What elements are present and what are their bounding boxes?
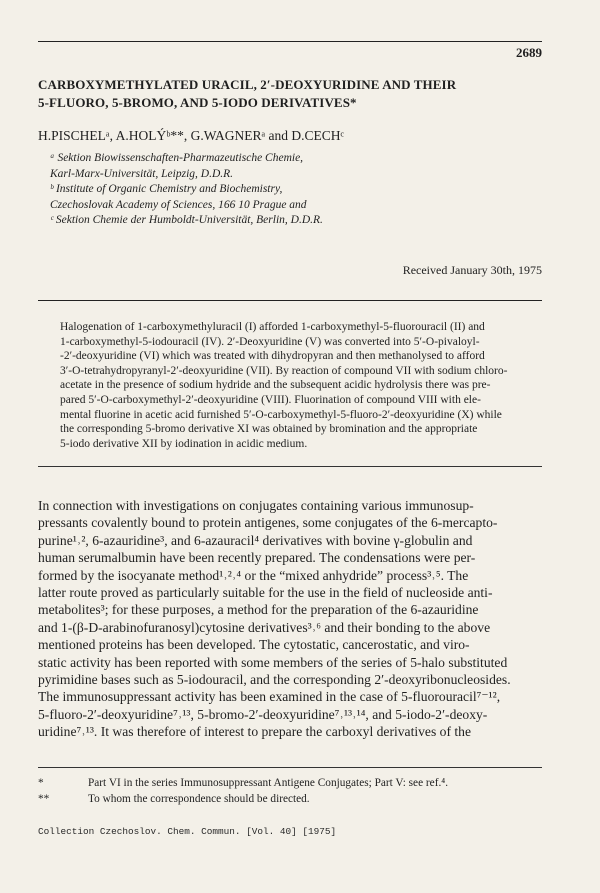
body-line: purine¹˒², 6-azauridine³, and 6-azauracil⁴ derivatives with bovine γ-globulin and: [38, 532, 473, 548]
header-rule: [38, 41, 542, 42]
abstract-line: acetate in the presence of sodium hydride and the subsequent acidic hydrolysis there was pre-: [60, 379, 491, 392]
page-number: 2689: [516, 45, 542, 60]
journal-citation: Collection Czechoslov. Chem. Commun. [Vol. 40] [1975]: [38, 826, 337, 837]
footnote-mark: *: [38, 777, 44, 789]
footnote: [38, 792, 542, 808]
abstract-line: Halogenation of 1-carboxymethyluracil (I) afforded 1-carboxymethyl-5-fluorouracil (II) and: [60, 321, 485, 333]
body-line: 5-fluoro-2′-deoxyuridine⁷˒¹³, 5-bromo-2′-deoxyuridine⁷˒¹³˒¹⁴, and 5-iodo-2′-deoxy-: [38, 706, 488, 722]
affiliation-line: Czechoslovak Academy of Sciences, 166 10 Prague and: [50, 198, 307, 211]
body-line: formed by the isocyanate method¹˒²˒⁴ or the “mixed anhydride” process³˒⁵. The: [38, 567, 469, 583]
abstract-line: 5-iodo derivative XII by iodination in acidic medium.: [60, 437, 308, 450]
affiliation-line: ᶜ Sektion Chemie der Humboldt-Universität, Berlin, D.D.R.: [50, 214, 323, 226]
abstract-line: 3′-O-tetrahydropyranyl-2′-deoxyuridine (VII). By reaction of compound VII with sodium chloro-: [60, 364, 508, 377]
body-line: pyrimidine bases such as 5-iodouracil, and the corresponding 2′-deoxyribonucleosides.: [38, 672, 511, 688]
abstract-line: -2′-deoxyuridine (VI) which was treated with dihydropyran and then methanolysed to afford: [60, 350, 485, 363]
affiliation-line: ᵃ Sektion Biowissenschaften-Pharmazeutische Chemie,: [50, 152, 304, 164]
abstract-line: the corresponding 5-bromo derivative XI was obtained by bromination and the appropriate: [60, 423, 478, 436]
body-line: latter route proved as particularly suitable for the use in the field of nucleoside anti-: [38, 585, 493, 601]
affiliations: [50, 151, 323, 229]
body-line: The immunosuppressant activity has been examined in the case of 5-fluorouracil⁷⁻¹²,: [38, 689, 501, 705]
footnote-mark: **: [38, 792, 50, 805]
body-line: pressants covalently bound to protein antigenes, some conjugates of the 6-mercapto-: [38, 515, 498, 531]
abstract: [60, 320, 540, 451]
affiliation-line: ᵇ Institute of Organic Chemistry and Biochemistry,: [50, 183, 283, 195]
title-line: CARBOXYMETHYLATED URACIL, 2′-DEOXYURIDINE AND THEIR: [38, 77, 457, 92]
abstract-line: pared 5′-O-carboxymethyl-2′-deoxyuridine (VIII). Fluorination of compound VIII with ele-: [60, 393, 481, 406]
footnote: [38, 776, 542, 792]
abstract-line: 1-carboxymethyl-5-iodouracil (IV). 2′-Deoxyuridine (V) was converted into 5′-O-pivaloyl-: [60, 335, 480, 348]
body-line: In connection with investigations on conjugates containing various immunosup-: [38, 498, 474, 513]
footnote-text: To whom the correspondence should be directed.: [88, 792, 310, 805]
body-line: mentioned proteins has been developed. The cytostatic, cancerostatic, and viro-: [38, 637, 470, 653]
abstract-bottom-rule: [38, 466, 542, 467]
body-line: uridine⁷˒¹³. It was therefore of interest to prepare the carboxyl derivatives of the: [38, 724, 471, 740]
footnotes: [38, 776, 542, 807]
article-title: [38, 76, 538, 112]
abstract-line: mental fluorine in acetic acid furnished 5′-O-carboxymethyl-5-fluoro-2′-deoxyuridine (X) while: [60, 408, 502, 421]
received-date: Received January 30th, 1975: [402, 263, 542, 277]
body-line: and 1-(β-D-arabinofuranosyl)cytosine derivatives³˒⁶ and their bonding to the above: [38, 619, 491, 635]
author-list: H.PISCHELᵃ, A.HOLÝᵇ**, G.WAGNERᵃ and D.CECHᶜ: [38, 128, 345, 143]
body-line: static activity has been reported with some members of the series of 5-halo substituted: [38, 654, 508, 670]
footnote-rule: [38, 767, 542, 768]
affiliation-line: Karl-Marx-Universität, Leipzig, D.D.R.: [50, 167, 234, 180]
body-line: metabolites³; for these purposes, a method for the preparation of the 6-azauridine: [38, 602, 479, 618]
body-paragraph: [38, 497, 542, 741]
abstract-top-rule: [38, 300, 542, 301]
body-line: human serumalbumin have been recently prepared. The condensations were per-: [38, 550, 476, 566]
footnote-text: Part VI in the series Immunosuppressant Antigene Conjugates; Part V: see ref.⁴.: [88, 777, 449, 789]
title-line: 5-FLUORO, 5-BROMO, AND 5-IODO DERIVATIVES*: [38, 95, 357, 110]
